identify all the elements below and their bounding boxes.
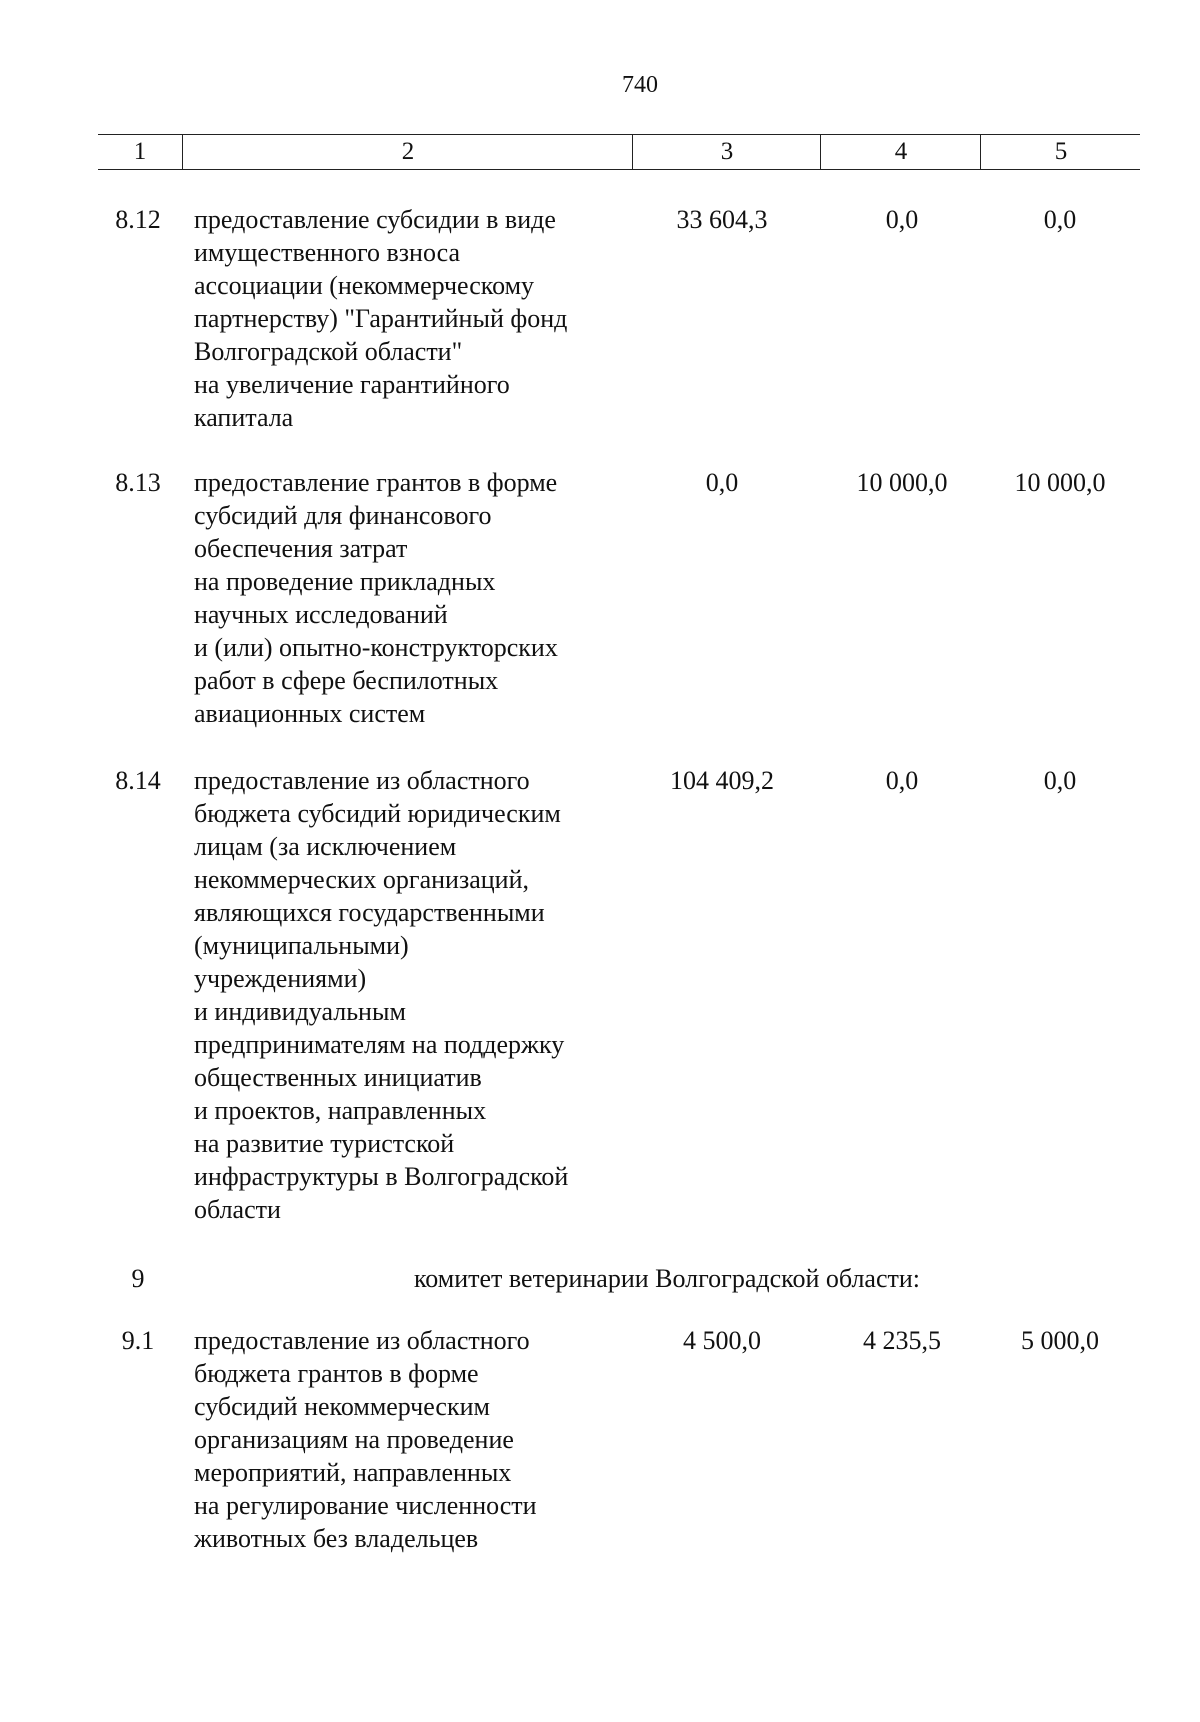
section-number: 9	[131, 1264, 145, 1293]
row-value-col5: 10 000,0	[1014, 468, 1106, 497]
header-col-5: 5	[1054, 138, 1068, 165]
header-divider	[182, 135, 183, 169]
header-col-2: 2	[401, 138, 415, 165]
table-header	[98, 134, 1140, 170]
row-value-col5: 5 000,0	[1021, 1326, 1099, 1355]
row-number: 8.12	[115, 205, 161, 234]
header-divider	[980, 135, 981, 169]
row-value-col5: 0,0	[1043, 766, 1077, 795]
row-value-col3: 33 604,3	[676, 205, 768, 234]
header-col-3: 3	[720, 138, 734, 165]
row-value-col5: 0,0	[1043, 205, 1077, 234]
row-description: предоставление из областного бюджета грантов в форме субсидий некоммерческим организациям на проведение мероприятий, направленных на регулирование численности животных без владельцев	[194, 1326, 537, 1553]
row-description: предоставление из областного бюджета субсидий юридическим лицам (за исключением некоммерческих организаций, являющихся государственными (муниципальными) учреждениями) и индивидуальным предпринимателям на поддержку общественных инициатив и проектов, направленных на развитие туристской инфраструктуры в Волгоградской области	[194, 766, 569, 1224]
page-number: 740	[622, 72, 658, 98]
row-value-col4: 4 235,5	[863, 1326, 941, 1355]
row-number: 9.1	[121, 1326, 155, 1355]
row-description: предоставление грантов в форме субсидий для финансового обеспечения затрат на проведение прикладных научных исследований и (или) опытно-конструкторских работ в сфере беспилотных авиационных систем	[194, 468, 558, 728]
row-value-col3: 104 409,2	[670, 766, 774, 795]
row-value-col4: 10 000,0	[856, 468, 948, 497]
section-title: комитет ветеринарии Волгоградской области:	[413, 1264, 921, 1293]
row-value-col3: 4 500,0	[683, 1326, 761, 1355]
row-value-col4: 0,0	[885, 766, 919, 795]
header-col-4: 4	[894, 138, 908, 165]
row-description: предоставление субсидии в виде имущественного взноса ассоциации (некоммерческому партнерству) "Гарантийный фонд Волгоградской области" на увеличение гарантийного капитала	[194, 205, 568, 432]
row-value-col4: 0,0	[885, 205, 919, 234]
header-col-1: 1	[133, 138, 147, 165]
row-number: 8.14	[115, 766, 161, 795]
header-divider	[820, 135, 821, 169]
header-divider	[632, 135, 633, 169]
row-value-col3: 0,0	[705, 468, 739, 497]
row-number: 8.13	[115, 468, 161, 497]
